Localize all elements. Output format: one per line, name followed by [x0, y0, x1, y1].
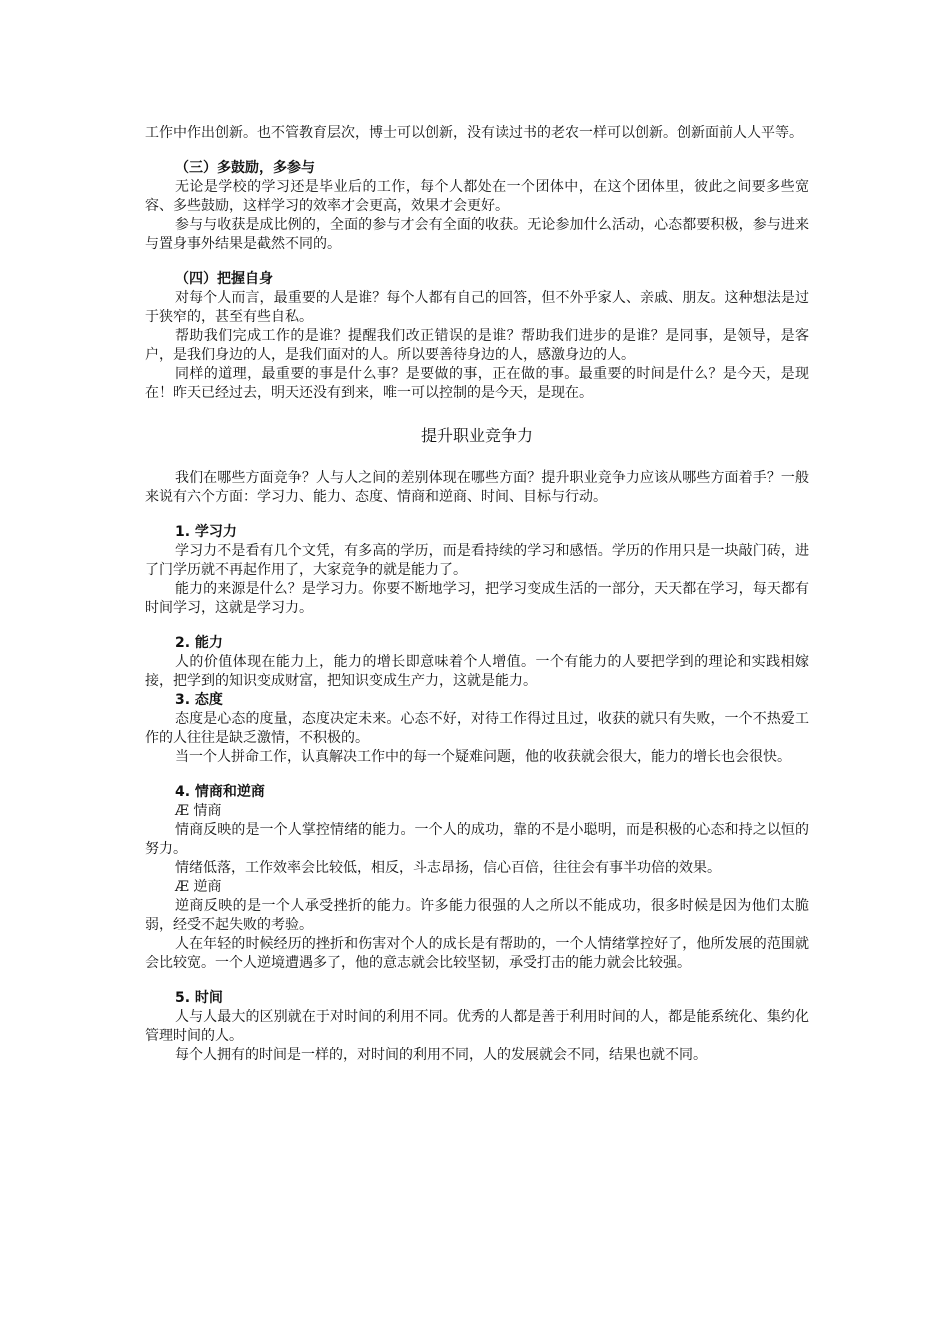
- section-4-paragraph-2: 帮助我们完成工作的是谁？提醒我们改正错误的是谁？帮助我们进步的是谁？是同事，是领导，是客户，是我们身边的人，是我们面对的人。所以要善待身边的人，感激身边的人。: [145, 328, 809, 363]
- chapter-intro-paragraph: 我们在哪些方面竞争？人与人之间的差别体现在哪些方面？提升职业竞争力应该从哪些方面着手？一般来说有六个方面：学习力、能力、态度、情商和逆商、时间、目标与行动。: [145, 470, 809, 505]
- eq-paragraph-2: 情绪低落，工作效率会比较低，相反，斗志昂扬，信心百倍，往往会有事半功倍的效果。: [175, 860, 721, 876]
- eq-bullet: Æ 情商: [175, 803, 222, 819]
- learning-heading: 1. 学习力: [175, 524, 237, 540]
- ability-paragraph-1: 人的价值体现在能力上，能力的增长即意味着个人增值。一个有能力的人要把学到的理论和实践相嫁接，把学到的知识变成财富，把知识变成生产力，这就是能力。: [145, 654, 809, 689]
- time-paragraph-1: 人与人最大的区别就在于对时间的利用不同。优秀的人都是善于利用时间的人，都是能系统化、集约化管理时间的人。: [145, 1009, 809, 1044]
- section-4-heading: （四）把握自身: [175, 271, 273, 287]
- aq-paragraph-2: 人在年轻的时候经历的挫折和伤害对个人的成长是有帮助的，一个人情绪掌控好了，他所发展的范围就会比较宽。一个人逆境遭遇多了，他的意志就会比较坚韧，承受打击的能力就会比较强。: [145, 936, 809, 971]
- aq-bullet: Æ 逆商: [175, 879, 222, 895]
- eq-paragraph-1: 情商反映的是一个人掌控情绪的能力。一个人的成功，靠的不是小聪明，而是积极的心态和持之以恒的努力。: [145, 822, 809, 857]
- chapter-title: 提升职业竞争力: [420, 426, 533, 445]
- section-4-paragraph-3: 同样的道理，最重要的事是什么事？是要做的事，正在做的事。最重要的时间是什么？是今天，是现在！昨天已经过去，明天还没有到来，唯一可以控制的是今天，是现在。: [145, 366, 809, 401]
- learning-paragraph-1: 学习力不是看有几个文凭，有多高的学历，而是看持续的学习和感悟。学历的作用只是一块敲门砖，进了门学历就不再起作用了，大家竞争的就是能力了。: [145, 543, 809, 578]
- section-3-paragraph-2: 参与与收获是成比例的，全面的参与才会有全面的收获。无论参加什么活动，心态都要积极，参与进来与置身事外结果是截然不同的。: [145, 217, 809, 252]
- eq-aq-heading: 4. 情商和逆商: [175, 784, 265, 800]
- section-3-paragraph-1: 无论是学校的学习还是毕业后的工作，每个人都处在一个团体中，在这个团体里，彼此之间要多些宽容、多些鼓励，这样学习的效率才会更高，效果才会更好。: [145, 179, 809, 214]
- time-paragraph-2: 每个人拥有的时间是一样的，对时间的利用不同，人的发展就会不同，结果也就不同。: [175, 1047, 707, 1063]
- learning-paragraph-2: 能力的来源是什么？是学习力。你要不断地学习，把学习变成生活的一部分，天天都在学习，每天都有时间学习，这就是学习力。: [145, 581, 809, 616]
- section-3-heading: （三）多鼓励，多参与: [175, 160, 315, 176]
- intro-paragraph: 工作中作出创新。也不管教育层次，博士可以创新，没有读过书的老农一样可以创新。创新面前人人平等。: [145, 125, 803, 141]
- document-page: [145, 124, 809, 1065]
- attitude-paragraph-1: 态度是心态的度量，态度决定未来。心态不好，对待工作得过且过，收获的就只有失败，一个不热爱工作的人往往是缺乏激情，不积极的。: [145, 711, 809, 746]
- aq-paragraph-1: 逆商反映的是一个人承受挫折的能力。许多能力很强的人之所以不能成功，很多时候是因为他们太脆弱，经受不起失败的考验。: [145, 898, 809, 933]
- attitude-paragraph-2: 当一个人拼命工作，认真解决工作中的每一个疑难问题，他的收获就会很大，能力的增长也会很快。: [175, 749, 791, 765]
- section-4-paragraph-1: 对每个人而言，最重要的人是谁？每个人都有自己的回答，但不外乎家人、亲戚、朋友。这种想法是过于狭窄的，甚至有些自私。: [145, 290, 809, 325]
- attitude-heading: 3. 态度: [175, 692, 223, 708]
- time-heading: 5. 时间: [175, 990, 223, 1006]
- ability-heading: 2. 能力: [175, 635, 223, 651]
